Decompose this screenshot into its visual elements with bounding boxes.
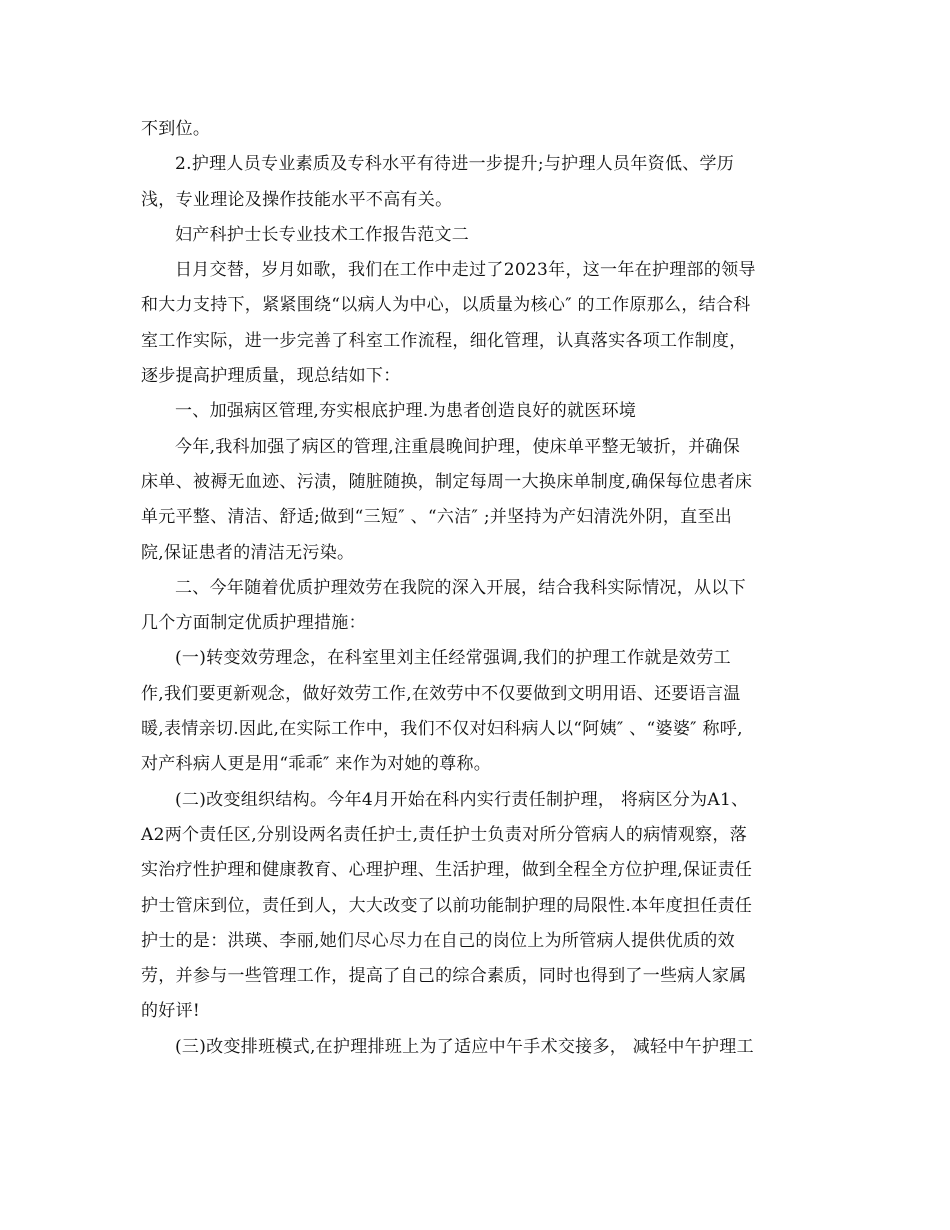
text-line: 和大力支持下，紧紧围绕“以病人为中心，以质量为核心″ 的工作原那么，结合科 (141, 295, 751, 316)
text-line: 今年,我科加强了病区的管理,注重晨晚间护理，使床单平整无皱折，并确保 (175, 436, 741, 457)
text-line: 二、今年随着优质护理效劳在我院的深入开展，结合我科实际情况，从以下 (175, 577, 746, 598)
text-line: 不到位。 (141, 119, 211, 139)
text-line: A2两个责任区,分别设两名责任护士,责任护士负责对所分管病人的病情观察，落 (141, 824, 747, 845)
text-line: 对产科病人更是用“乖乖″ 来作为对她的尊称。 (141, 754, 492, 775)
text-line: 2.护理人员专业素质及专科水平有待进一步提升;与护理人员年资低、学历 (175, 154, 735, 175)
text-line: 逐步提高护理质量，现总结如下： (141, 366, 401, 387)
text-line: 院,保证患者的清洁无污染。 (141, 542, 355, 563)
text-line: 床单、被褥无血迹、污渍，随脏随换，制定每周一大换床单制度,确保每位患者床 (141, 471, 753, 492)
text-line: 妇产科护士长专业技术工作报告范文二 (175, 224, 470, 245)
text-line: 浅，专业理论及操作技能水平不高有关。 (141, 189, 453, 210)
text-line: (一)转变效劳理念，在科室里刘主任经常强调,我们的护理工作就是效劳工 (175, 648, 731, 669)
text-line: 护士管床到位，责任到人，大大改变了以前功能制护理的局限性.本年度担任责任 (141, 895, 753, 916)
text-line: 几个方面制定优质护理措施： (141, 613, 366, 634)
text-line: (二)改变组织结构。今年4月开始在科内实行责任制护理， 将病区分为A1、 (175, 789, 749, 810)
text-line: 暖,表情亲切.因此,在实际工作中，我们不仅对妇科病人以“阿姨″ 、“婆婆″ 称呼, (141, 719, 743, 740)
text-line: 作,我们要更新观念，做好效劳工作,在效劳中不仅要做到文明用语、还要语言温 (141, 683, 741, 704)
text-line: 一、加强病区管理,夯实根底护理.为患者创造良好的就医环境 (175, 401, 637, 422)
text-line: 护士的是：洪瑛、李丽,她们尽心尽力在自己的岗位上为所管病人提供优质的效 (141, 930, 735, 951)
text-line: 室工作实际，进一步完善了科室工作流程，细化管理，认真落实各项工作制度， (141, 330, 747, 351)
text-line: 劳，并参与一些管理工作，提高了自己的综合素质，同时也得到了一些病人家属 (141, 966, 747, 987)
text-line: 实治疗性护理和健康教育、心理护理、生活护理，做到全程全方位护理,保证责任 (141, 860, 753, 881)
document-body (141, 112, 811, 1065)
text-line: 单元平整、清洁、舒适;做到“三短″ 、“六洁″ ;并坚持为产妇清洗外阴，直至出 (141, 507, 733, 528)
text-line: (三)改变排班模式,在护理排班上为了适应中午手术交接多， 减轻中午护理工 (175, 1036, 754, 1057)
text-line: 的好评! (141, 1001, 201, 1022)
text-line: 日月交替，岁月如歌，我们在工作中走过了2023年，这一年在护理部的领导 (175, 260, 756, 281)
